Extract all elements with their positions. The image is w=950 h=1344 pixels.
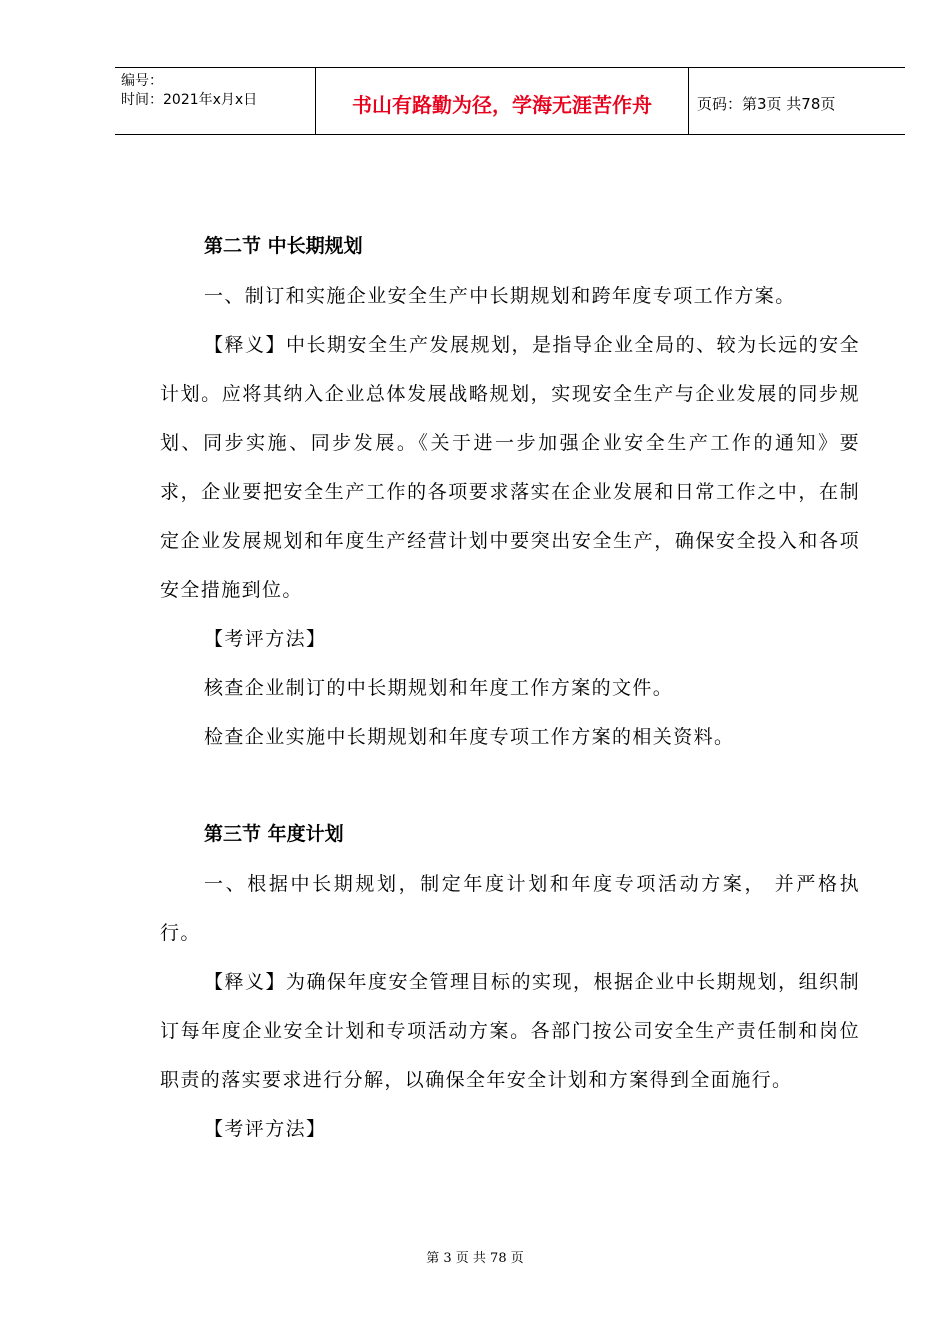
paragraph: 一、根据中长期规划，制定年度计划和年度专项活动方案， 并严格执行。	[160, 873, 860, 944]
paragraph: 一、制订和实施企业安全生产中长期规划和跨年度专项工作方案。	[204, 285, 796, 307]
header-motto: 书山有路勤为径，学海无涯苦作舟	[315, 68, 689, 134]
paragraph: 【释义】中长期安全生产发展规划，是指导企业全局的、较为长远的安全计划。应将其纳入企业总体发展战略规划，实现安全生产与企业发展的同步规划、同步实施、同步发展。《关于进一步加强企业安全生产工作的通知》要求，企业要把安全生产工作的各项要求落实在企业发展和日常工作之中，在制定企业发展规划和年度生产经营计划中要突出安全生产，确保安全投入和各项安全措施到位。	[160, 334, 860, 601]
document-body	[160, 222, 860, 1154]
paragraph: 核查企业制订的中长期规划和年度工作方案的文件。	[204, 677, 674, 699]
section-title: 第三节 年度计划	[204, 823, 344, 845]
number-label: 编号：	[121, 73, 163, 89]
page-footer: 第 3 页 共 78 页	[426, 1251, 524, 1266]
document-header	[115, 67, 905, 135]
section-title: 第二节 中长期规划	[204, 235, 363, 257]
time-label: 时间：2021年x月x日	[121, 92, 258, 108]
header-page-info: 页码：第3页 共78页	[697, 94, 836, 113]
header-meta	[115, 68, 315, 134]
paragraph: 【考评方法】	[204, 1118, 327, 1140]
paragraph: 检查企业实施中长期规划和年度专项工作方案的相关资料。	[204, 726, 735, 748]
paragraph: 【考评方法】	[204, 628, 327, 650]
paragraph: 【释义】为确保年度安全管理目标的实现，根据企业中长期规划，组织制订每年度企业安全计划和专项活动方案。各部门按公司安全生产责任制和岗位职责的落实要求进行分解，以确保全年安全计划和方案得到全面施行。	[160, 971, 860, 1091]
